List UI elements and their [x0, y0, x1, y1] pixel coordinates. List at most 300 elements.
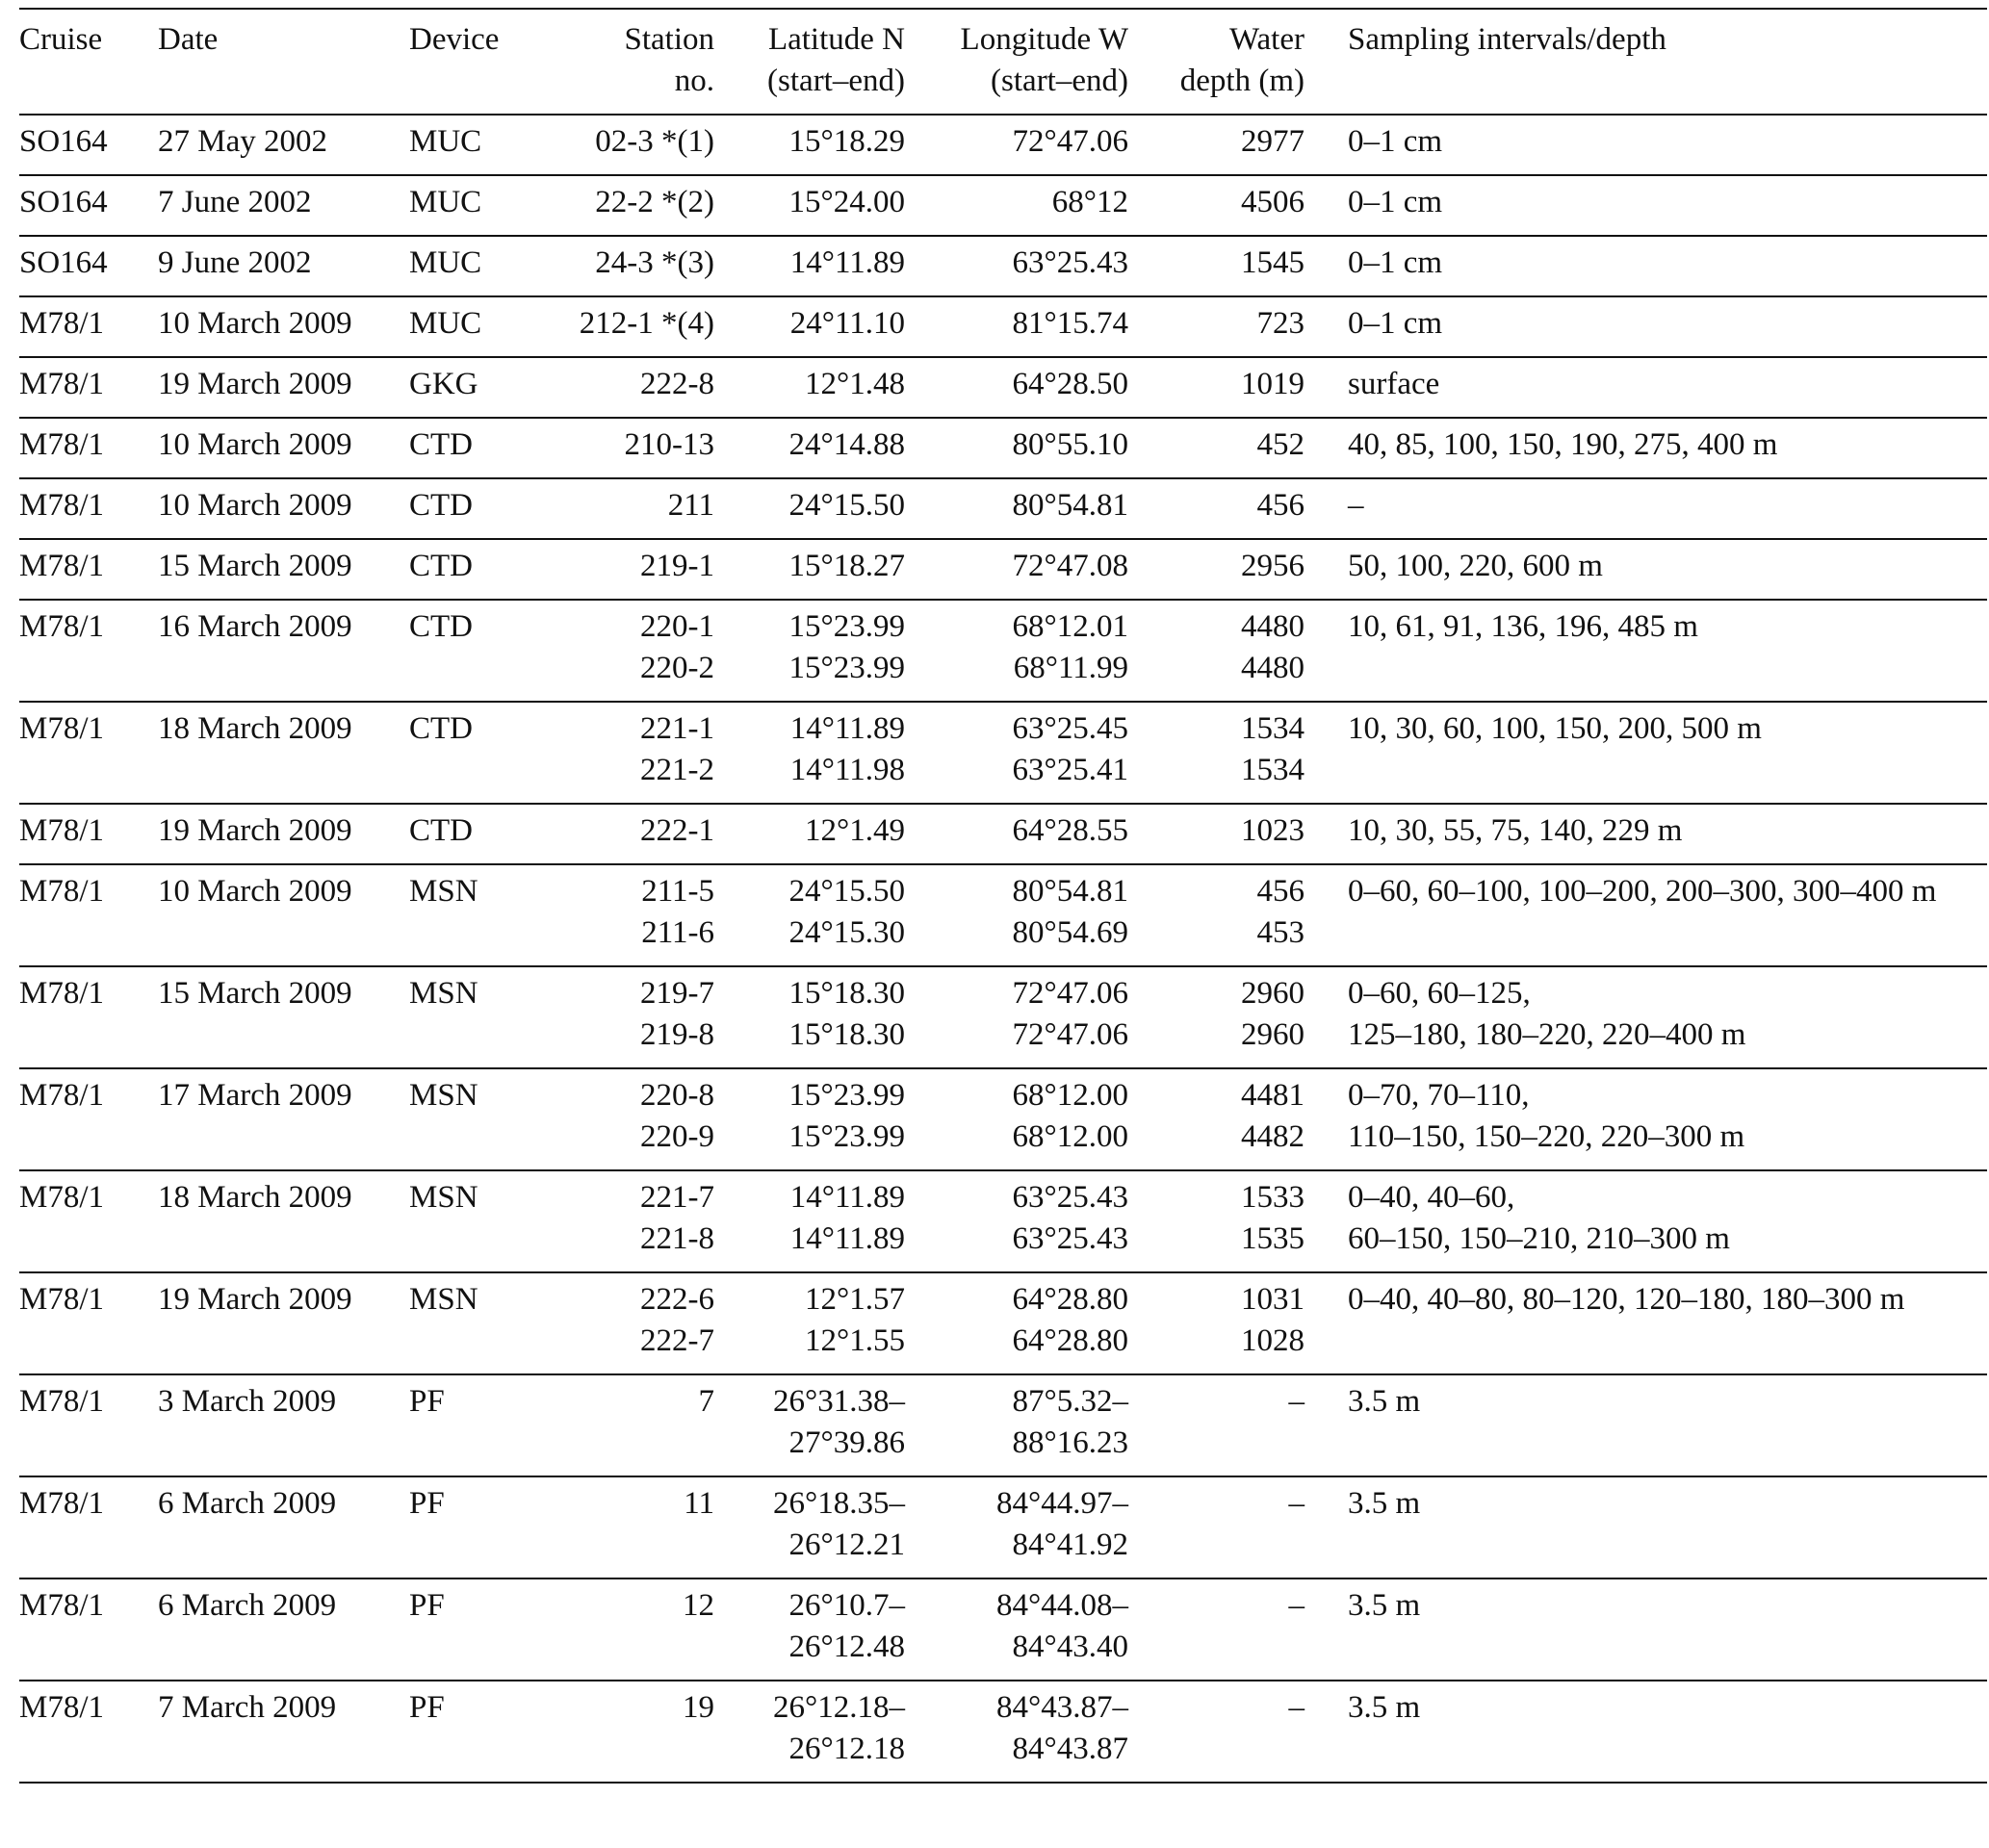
cell-latitude	[714, 418, 905, 478]
cell-sampling-line: 10, 61, 91, 136, 196, 485 m	[1348, 609, 1698, 644]
cell-date: 7 March 2009	[158, 1690, 337, 1725]
cell-water-depth	[1128, 702, 1304, 804]
cell-latitude	[714, 539, 905, 600]
cell-latitude	[714, 1068, 905, 1170]
cell-latitude-line: 27°39.86	[788, 1425, 905, 1460]
cell-longitude-line: 63°25.41	[1012, 753, 1128, 787]
table-row	[19, 966, 1987, 1068]
table-row	[19, 702, 1987, 804]
cell-cruise: M78/1	[19, 1180, 105, 1215]
cell-station	[538, 357, 714, 418]
cell-device: MUC	[409, 124, 482, 159]
cell-latitude	[714, 1578, 905, 1681]
header-line: (start–end)	[767, 64, 905, 98]
cell-sampling-line: 10, 30, 55, 75, 140, 229 m	[1348, 813, 1683, 848]
cell-date: 19 March 2009	[158, 1282, 352, 1317]
cell-cruise: M78/1	[19, 1282, 105, 1317]
cell-station	[538, 296, 714, 357]
cell-water-depth-line: 452	[1256, 427, 1304, 462]
cell-date: 7 June 2002	[158, 185, 312, 219]
cell-station-line: 220-9	[640, 1119, 714, 1154]
cell-water-depth	[1128, 1374, 1304, 1476]
cell-longitude-line: 68°12.00	[1012, 1119, 1128, 1154]
cell-latitude	[714, 1476, 905, 1578]
cell-water-depth-line: 1535	[1241, 1221, 1304, 1256]
cell-station	[538, 175, 714, 236]
cell-longitude-line: 80°54.81	[1012, 874, 1128, 909]
table-header	[19, 9, 1987, 115]
cell-device: PF	[409, 1588, 445, 1623]
cell-station	[538, 115, 714, 175]
cell-date: 19 March 2009	[158, 813, 352, 848]
header-line: Date	[158, 22, 219, 57]
cell-station	[538, 539, 714, 600]
cell-longitude	[905, 539, 1128, 600]
cell-water-depth-line: 453	[1256, 915, 1304, 950]
header-sampling	[1304, 9, 1987, 115]
table-row	[19, 1476, 1987, 1578]
cell-latitude	[714, 1374, 905, 1476]
cell-latitude	[714, 864, 905, 966]
cell-water-depth-line: 1031	[1241, 1282, 1304, 1317]
cell-longitude-line: 80°54.81	[1012, 488, 1128, 523]
cell-longitude-line: 64°28.80	[1012, 1323, 1128, 1358]
cell-latitude-line: 14°11.98	[789, 753, 905, 787]
cell-longitude-line: 88°16.23	[1012, 1425, 1128, 1460]
cell-latitude	[714, 702, 905, 804]
cell-longitude	[905, 1681, 1128, 1783]
cell-station	[538, 1476, 714, 1578]
cell-longitude	[905, 1476, 1128, 1578]
cell-cruise: M78/1	[19, 1690, 105, 1725]
cell-station-line: 221-2	[640, 753, 714, 787]
cell-water-depth	[1128, 600, 1304, 702]
cell-device: GKG	[409, 367, 478, 401]
cell-station	[538, 1374, 714, 1476]
cell-longitude	[905, 1272, 1128, 1374]
cell-latitude-line: 14°11.89	[789, 1221, 905, 1256]
cell-sampling-line: 3.5 m	[1348, 1486, 1421, 1521]
cell-latitude-line: 15°23.99	[788, 1078, 905, 1113]
cell-water-depth-line: 456	[1256, 874, 1304, 909]
cell-latitude-line: 24°15.50	[788, 488, 905, 523]
cell-water-depth	[1128, 804, 1304, 864]
cell-sampling-line: 125–180, 180–220, 220–400 m	[1348, 1017, 1746, 1052]
cell-latitude-line: 14°11.89	[789, 1180, 905, 1215]
cell-sampling	[1304, 296, 1987, 357]
cell-latitude-line: 26°12.21	[788, 1527, 905, 1562]
cell-device: MSN	[409, 1180, 478, 1215]
cell-latitude	[714, 1170, 905, 1272]
cell-latitude-line: 24°11.10	[789, 306, 905, 341]
cell-station-line: 222-6	[640, 1282, 714, 1317]
cell-station	[538, 1681, 714, 1783]
cell-station	[538, 702, 714, 804]
cell-longitude-line: 84°43.87–	[996, 1690, 1128, 1725]
cell-sampling-line: surface	[1348, 367, 1440, 401]
cell-station-line: 211-5	[641, 874, 714, 909]
cell-station-line: 211	[667, 488, 714, 523]
cell-sampling	[1304, 1170, 1987, 1272]
cell-water-depth	[1128, 115, 1304, 175]
cell-longitude-line: 72°47.08	[1012, 549, 1128, 583]
cell-longitude-line: 84°43.40	[1012, 1630, 1128, 1664]
table-row	[19, 175, 1987, 236]
cell-device: CTD	[409, 549, 473, 583]
cell-station-line: 221-8	[640, 1221, 714, 1256]
cell-longitude-line: 63°25.43	[1012, 245, 1128, 280]
cell-latitude-line: 26°31.38–	[773, 1384, 905, 1419]
cell-device: CTD	[409, 813, 473, 848]
cell-cruise: M78/1	[19, 367, 105, 401]
cell-sampling	[1304, 418, 1987, 478]
cell-station-line: 222-8	[640, 367, 714, 401]
cell-longitude	[905, 702, 1128, 804]
cell-station-line: 219-1	[640, 549, 714, 583]
cell-device: CTD	[409, 427, 473, 462]
cell-sampling-line: 0–1 cm	[1348, 124, 1443, 159]
cell-cruise: M78/1	[19, 306, 105, 341]
cell-latitude-line: 24°15.50	[788, 874, 905, 909]
cell-latitude	[714, 804, 905, 864]
cell-sampling	[1304, 1374, 1987, 1476]
cell-station	[538, 1272, 714, 1374]
cell-sampling-line: 3.5 m	[1348, 1690, 1421, 1725]
cell-latitude-line: 15°18.30	[788, 1017, 905, 1052]
cell-cruise: M78/1	[19, 549, 105, 583]
cell-longitude-line: 64°28.50	[1012, 367, 1128, 401]
cell-latitude	[714, 296, 905, 357]
cell-water-depth	[1128, 966, 1304, 1068]
header-line: Cruise	[19, 22, 103, 57]
cell-water-depth-line: 2977	[1241, 124, 1304, 159]
cell-cruise: M78/1	[19, 976, 105, 1011]
cell-sampling-line: 0–1 cm	[1348, 245, 1443, 280]
cell-cruise: M78/1	[19, 711, 105, 746]
cell-water-depth-line: 2960	[1241, 1017, 1304, 1052]
table-row	[19, 1681, 1987, 1783]
cell-longitude-line: 84°41.92	[1012, 1527, 1128, 1562]
cell-sampling	[1304, 966, 1987, 1068]
cell-latitude-line: 12°1.48	[805, 367, 905, 401]
cell-date: 3 March 2009	[158, 1384, 337, 1419]
cell-station-line: 22-2 *(2)	[595, 185, 714, 219]
cell-water-depth	[1128, 357, 1304, 418]
cell-water-depth-line: 1028	[1241, 1323, 1304, 1358]
cell-longitude	[905, 600, 1128, 702]
cell-water-depth	[1128, 1068, 1304, 1170]
cell-date: 10 March 2009	[158, 488, 352, 523]
header-line: depth (m)	[1179, 64, 1304, 98]
cell-cruise: M78/1	[19, 1486, 105, 1521]
table-row	[19, 600, 1987, 702]
header-latitude	[714, 9, 905, 115]
table-row	[19, 236, 1987, 296]
cell-sampling-line: 0–1 cm	[1348, 185, 1443, 219]
cell-water-depth-line: 1545	[1241, 245, 1304, 280]
cell-cruise: M78/1	[19, 1384, 105, 1419]
cell-cruise: M78/1	[19, 1588, 105, 1623]
cell-longitude	[905, 236, 1128, 296]
cell-water-depth-line: 4481	[1241, 1078, 1304, 1113]
cell-latitude-line: 15°18.29	[788, 124, 905, 159]
cell-sampling-line: –	[1348, 488, 1364, 523]
table-row	[19, 539, 1987, 600]
cell-longitude	[905, 175, 1128, 236]
table-row	[19, 1272, 1987, 1374]
cell-water-depth-line: –	[1288, 1588, 1304, 1623]
cell-station-line: 222-1	[640, 813, 714, 848]
cell-sampling	[1304, 115, 1987, 175]
header-line: Sampling intervals/depth	[1348, 22, 1666, 57]
cell-date: 9 June 2002	[158, 245, 312, 280]
cell-water-depth	[1128, 864, 1304, 966]
cell-cruise: M78/1	[19, 813, 105, 848]
cell-latitude	[714, 478, 905, 539]
cell-device: MUC	[409, 185, 482, 219]
header-station	[538, 9, 714, 115]
cell-device: PF	[409, 1690, 445, 1725]
cell-water-depth-line: –	[1288, 1384, 1304, 1419]
cell-water-depth	[1128, 1681, 1304, 1783]
cell-longitude-line: 80°55.10	[1012, 427, 1128, 462]
cell-device: CTD	[409, 609, 473, 644]
cell-station	[538, 478, 714, 539]
cell-device: MUC	[409, 245, 482, 280]
cell-sampling-line: 0–40, 40–80, 80–120, 120–180, 180–300 m	[1348, 1282, 1905, 1317]
cell-longitude-line: 64°28.55	[1012, 813, 1128, 848]
cell-sampling	[1304, 864, 1987, 966]
cell-date: 18 March 2009	[158, 1180, 352, 1215]
cell-water-depth-line: 723	[1256, 306, 1304, 341]
cell-water-depth	[1128, 418, 1304, 478]
table-row	[19, 864, 1987, 966]
cell-water-depth	[1128, 539, 1304, 600]
cell-station-line: 220-1	[640, 609, 714, 644]
header-water-depth	[1128, 9, 1304, 115]
cell-sampling-line: 3.5 m	[1348, 1384, 1421, 1419]
cell-water-depth-line: –	[1288, 1486, 1304, 1521]
cell-cruise: SO164	[19, 245, 108, 280]
cell-latitude-line: 26°10.7–	[788, 1588, 905, 1623]
cell-longitude	[905, 804, 1128, 864]
cell-latitude-line: 26°12.48	[788, 1630, 905, 1664]
cell-cruise: M78/1	[19, 427, 105, 462]
cell-date: 10 March 2009	[158, 874, 352, 909]
cell-latitude-line: 24°15.30	[788, 915, 905, 950]
cell-station-line: 222-7	[640, 1323, 714, 1358]
cell-longitude-line: 68°12	[1051, 185, 1128, 219]
cell-water-depth-line: 1019	[1241, 367, 1304, 401]
header-line: (start–end)	[991, 64, 1128, 98]
cell-latitude-line: 12°1.49	[805, 813, 905, 848]
cell-latitude-line: 26°12.18–	[773, 1690, 905, 1725]
cell-station-line: 221-1	[640, 711, 714, 746]
cell-latitude-line: 15°18.30	[788, 976, 905, 1011]
cell-longitude	[905, 357, 1128, 418]
cell-sampling	[1304, 1272, 1987, 1374]
header-longitude	[905, 9, 1128, 115]
station-table	[19, 8, 1987, 1784]
cell-date: 19 March 2009	[158, 367, 352, 401]
cell-latitude-line: 15°23.99	[788, 609, 905, 644]
cell-station	[538, 864, 714, 966]
table-row	[19, 1374, 1987, 1476]
cell-longitude	[905, 418, 1128, 478]
cell-latitude-line: 14°11.89	[789, 711, 905, 746]
cell-longitude-line: 68°11.99	[1013, 651, 1128, 685]
header-line: Device	[409, 22, 500, 57]
header-cruise	[19, 9, 158, 115]
cell-device: PF	[409, 1486, 445, 1521]
cell-longitude	[905, 1068, 1128, 1170]
cell-longitude	[905, 296, 1128, 357]
cell-water-depth-line: 4480	[1241, 609, 1304, 644]
cell-water-depth-line: 1023	[1241, 813, 1304, 848]
cell-sampling-line: 50, 100, 220, 600 m	[1348, 549, 1603, 583]
cell-date: 6 March 2009	[158, 1588, 337, 1623]
cell-latitude	[714, 600, 905, 702]
cell-station-line: 211-6	[641, 915, 714, 950]
cell-longitude-line: 63°25.43	[1012, 1221, 1128, 1256]
table-row	[19, 357, 1987, 418]
cell-latitude-line: 15°23.99	[788, 651, 905, 685]
cell-longitude-line: 81°15.74	[1012, 306, 1128, 341]
cell-date: 27 May 2002	[158, 124, 327, 159]
cell-sampling	[1304, 357, 1987, 418]
cell-longitude	[905, 966, 1128, 1068]
cell-station-line: 7	[698, 1384, 714, 1419]
header-row	[19, 9, 1987, 115]
cell-latitude-line: 15°23.99	[788, 1119, 905, 1154]
cell-device: CTD	[409, 488, 473, 523]
cell-longitude	[905, 1170, 1128, 1272]
cell-longitude	[905, 1578, 1128, 1681]
cell-sampling-line: 0–60, 60–125,	[1348, 976, 1531, 1011]
cell-longitude	[905, 1374, 1128, 1476]
cell-sampling	[1304, 236, 1987, 296]
cell-date: 15 March 2009	[158, 549, 352, 583]
table-row	[19, 296, 1987, 357]
cell-station	[538, 1170, 714, 1272]
cell-latitude	[714, 236, 905, 296]
cell-longitude-line: 72°47.06	[1012, 1017, 1128, 1052]
cell-sampling	[1304, 539, 1987, 600]
cell-sampling	[1304, 702, 1987, 804]
cell-water-depth-line: 4506	[1241, 185, 1304, 219]
cell-station-line: 210-13	[624, 427, 714, 462]
cell-sampling	[1304, 1578, 1987, 1681]
cell-station-line: 24-3 *(3)	[595, 245, 714, 280]
cell-water-depth	[1128, 296, 1304, 357]
cell-station	[538, 418, 714, 478]
cell-latitude-line: 24°14.88	[788, 427, 905, 462]
header-line: Longitude W	[960, 22, 1128, 57]
cell-station-line: 220-8	[640, 1078, 714, 1113]
header-line: Station	[624, 22, 714, 57]
cell-water-depth-line: 2956	[1241, 549, 1304, 583]
header-line: no.	[674, 64, 714, 98]
cell-longitude-line: 63°25.43	[1012, 1180, 1128, 1215]
cell-water-depth-line: 1533	[1241, 1180, 1304, 1215]
cell-cruise: SO164	[19, 124, 108, 159]
cell-sampling-line: 40, 85, 100, 150, 190, 275, 400 m	[1348, 427, 1778, 462]
cell-device: MSN	[409, 874, 478, 909]
cell-date: 10 March 2009	[158, 427, 352, 462]
cell-water-depth	[1128, 1578, 1304, 1681]
table-row	[19, 478, 1987, 539]
cell-sampling	[1304, 804, 1987, 864]
cell-sampling-line: 0–40, 40–60,	[1348, 1180, 1515, 1215]
cell-latitude-line: 15°18.27	[788, 549, 905, 583]
cell-latitude-line: 26°12.18	[788, 1732, 905, 1766]
table-row	[19, 115, 1987, 175]
cell-station-line: 219-8	[640, 1017, 714, 1052]
cell-station	[538, 966, 714, 1068]
cell-sampling	[1304, 600, 1987, 702]
cell-longitude	[905, 478, 1128, 539]
cell-cruise: M78/1	[19, 874, 105, 909]
cell-water-depth-line: 1534	[1241, 711, 1304, 746]
cell-latitude	[714, 1681, 905, 1783]
cell-date: 16 March 2009	[158, 609, 352, 644]
cell-station-line: 12	[683, 1588, 714, 1623]
cell-latitude-line: 15°24.00	[788, 185, 905, 219]
cell-sampling-line: 0–70, 70–110,	[1348, 1078, 1530, 1113]
cell-cruise: M78/1	[19, 609, 105, 644]
header-device	[409, 9, 538, 115]
header-line: Latitude N	[767, 22, 905, 57]
table-row	[19, 1170, 1987, 1272]
cell-station-line: 19	[683, 1690, 714, 1725]
cell-sampling	[1304, 1476, 1987, 1578]
station-table-container	[19, 8, 1987, 1784]
cell-latitude-line: 14°11.89	[789, 245, 905, 280]
cell-longitude-line: 63°25.45	[1012, 711, 1128, 746]
cell-station-line: 02-3 *(1)	[595, 124, 714, 159]
header-line: Water	[1229, 22, 1304, 57]
cell-cruise: M78/1	[19, 1078, 105, 1113]
cell-water-depth-line: 4480	[1241, 651, 1304, 685]
cell-device: MUC	[409, 306, 482, 341]
cell-water-depth-line: 4482	[1241, 1119, 1304, 1154]
cell-latitude	[714, 966, 905, 1068]
cell-station-line: 11	[684, 1486, 714, 1521]
cell-station	[538, 236, 714, 296]
cell-station-line: 220-2	[640, 651, 714, 685]
cell-longitude	[905, 864, 1128, 966]
cell-water-depth-line: 2960	[1241, 976, 1304, 1011]
cell-date: 15 March 2009	[158, 976, 352, 1011]
cell-longitude-line: 84°44.97–	[996, 1486, 1128, 1521]
cell-water-depth-line: –	[1288, 1690, 1304, 1725]
cell-sampling-line: 110–150, 150–220, 220–300 m	[1348, 1119, 1745, 1154]
cell-longitude-line: 87°5.32–	[1012, 1384, 1128, 1419]
cell-longitude-line: 84°44.08–	[996, 1588, 1128, 1623]
cell-water-depth	[1128, 478, 1304, 539]
table-body	[19, 115, 1987, 1783]
cell-longitude-line: 68°12.00	[1012, 1078, 1128, 1113]
cell-date: 18 March 2009	[158, 711, 352, 746]
cell-longitude-line: 68°12.01	[1012, 609, 1128, 644]
cell-station	[538, 1578, 714, 1681]
cell-longitude-line: 72°47.06	[1012, 976, 1128, 1011]
cell-longitude-line: 80°54.69	[1012, 915, 1128, 950]
cell-water-depth	[1128, 236, 1304, 296]
cell-date: 6 March 2009	[158, 1486, 337, 1521]
cell-station-line: 221-7	[640, 1180, 714, 1215]
cell-date: 17 March 2009	[158, 1078, 352, 1113]
